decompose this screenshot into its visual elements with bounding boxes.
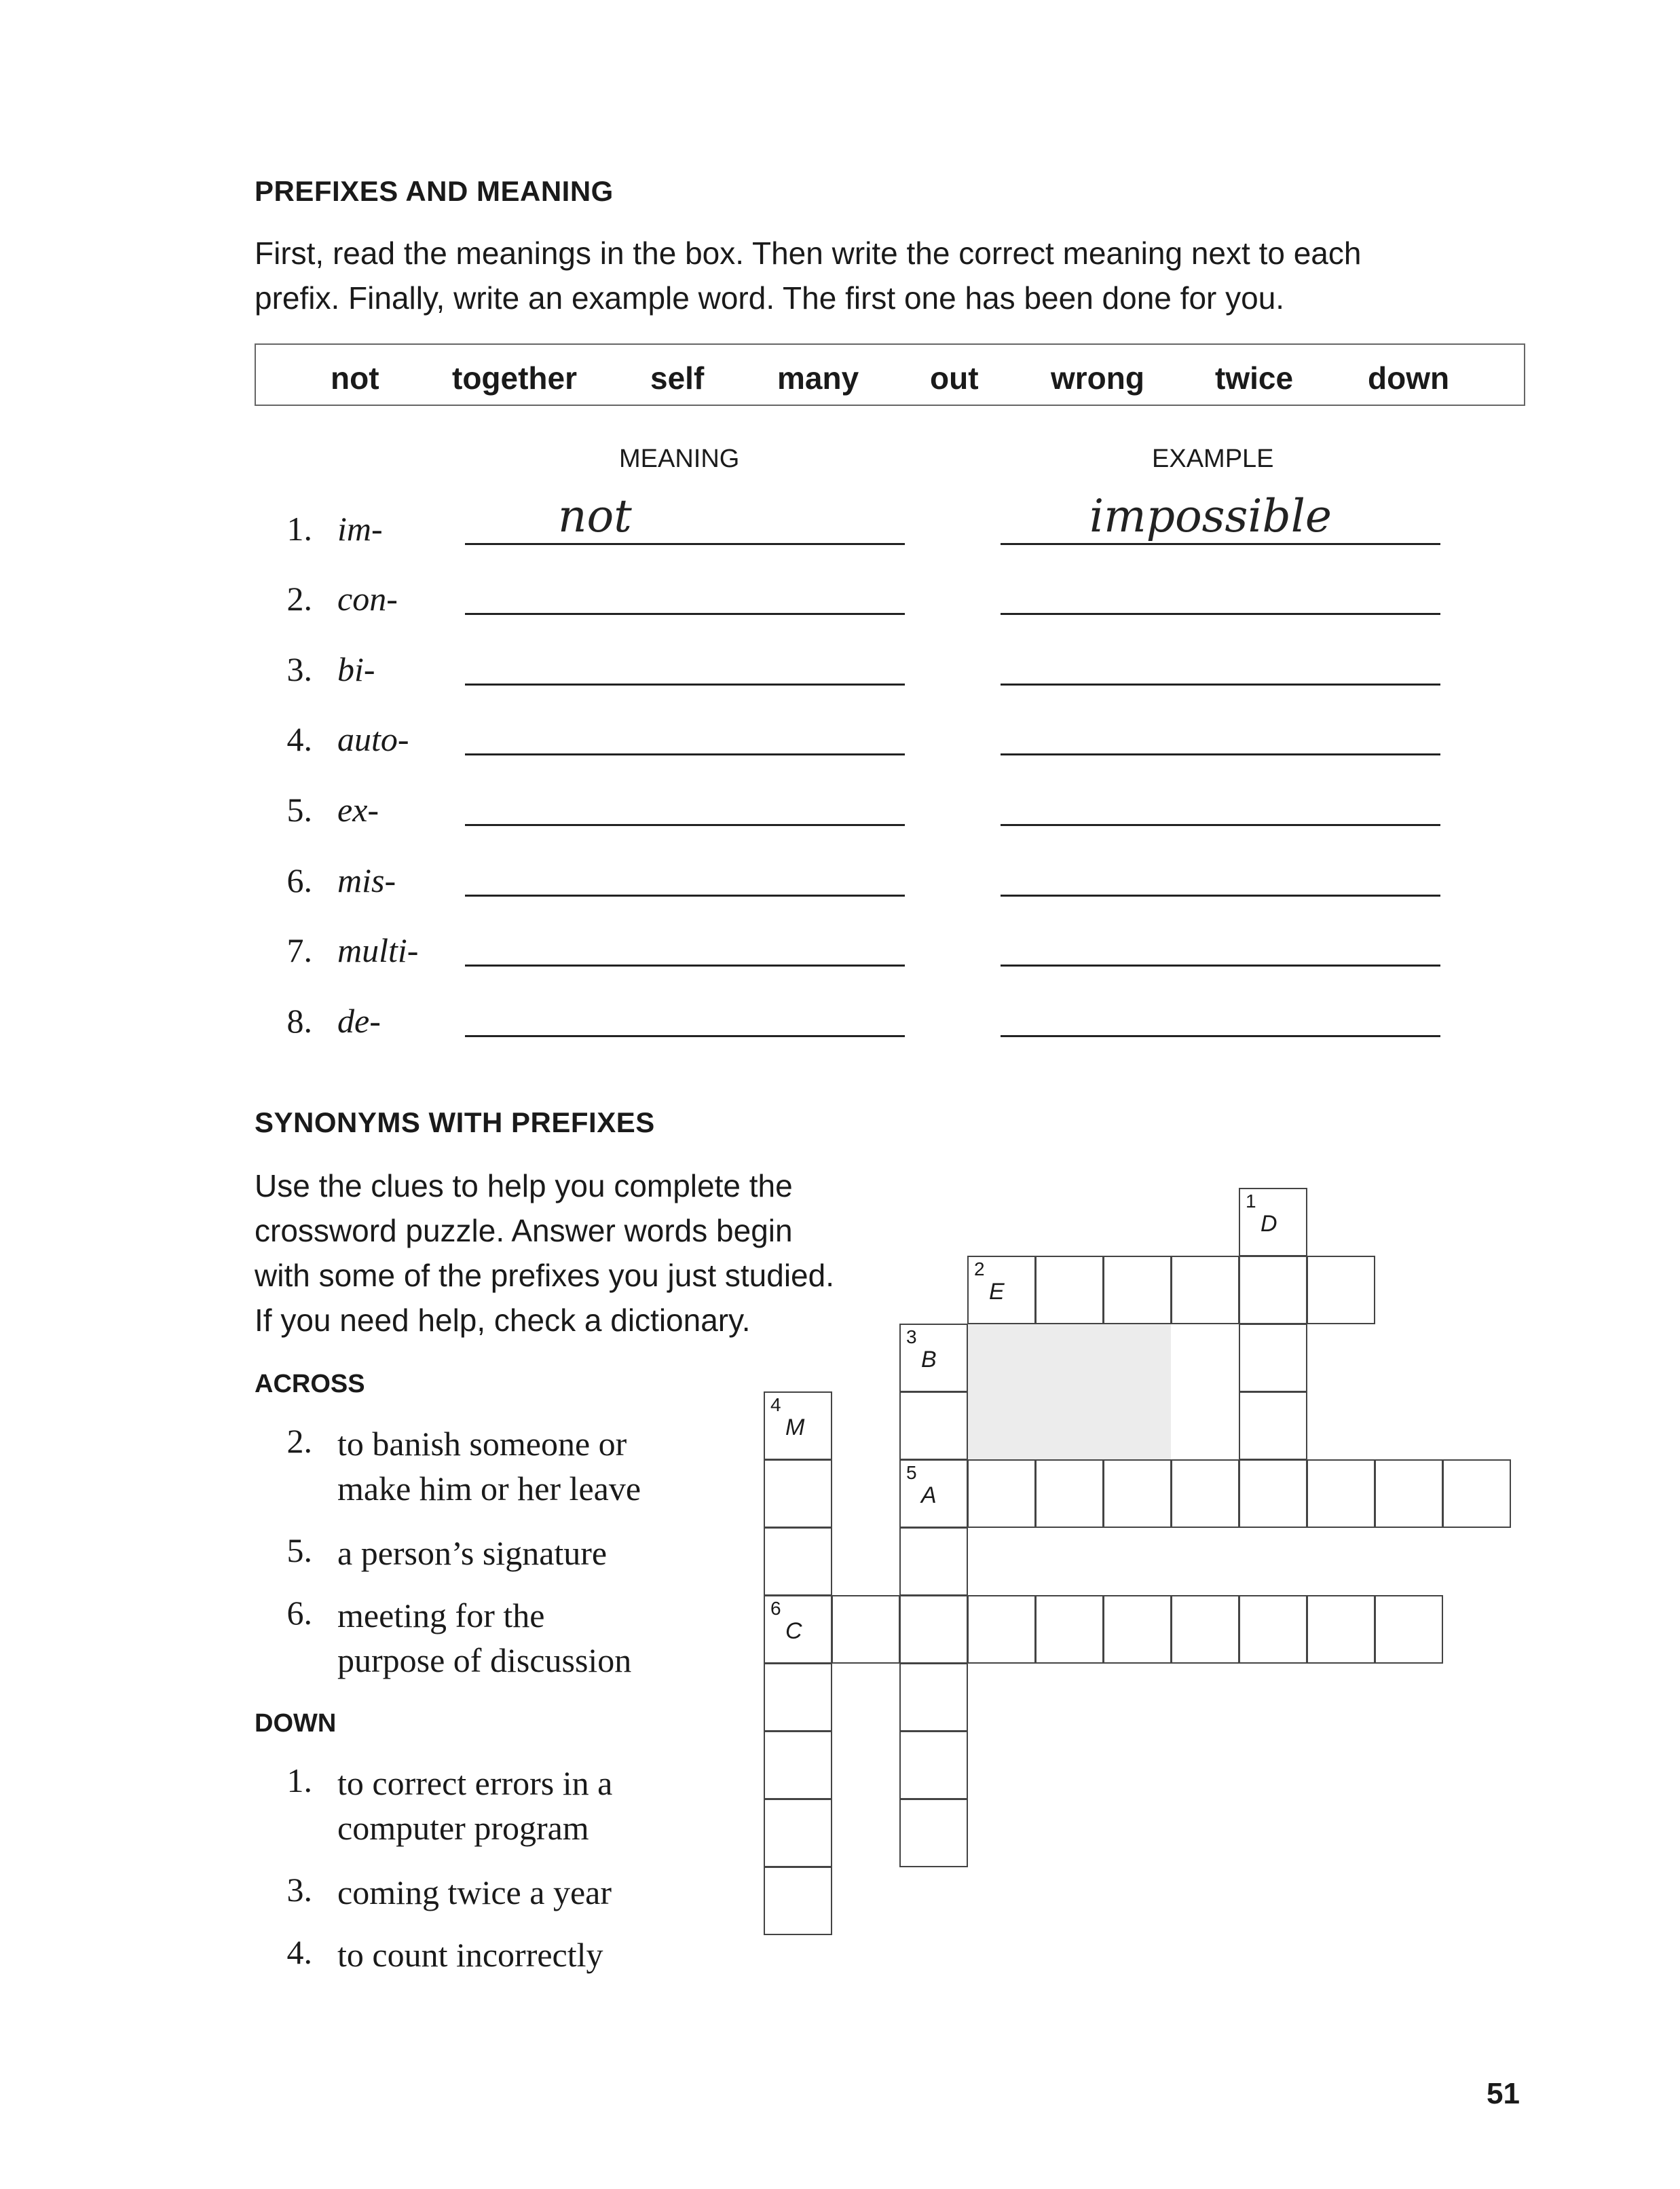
word-bank-item: out: [930, 360, 979, 396]
crossword-cell[interactable]: [1442, 1459, 1511, 1528]
crossword-cell[interactable]: [764, 1459, 832, 1528]
meaning-answer-line[interactable]: [465, 753, 905, 755]
down-heading: DOWN: [255, 1709, 337, 1738]
crossword-cell[interactable]: [1307, 1595, 1375, 1664]
crossword-clue-number: 4: [770, 1394, 781, 1415]
word-bank-item: twice: [1215, 360, 1294, 396]
crossword-start-cell[interactable]: [764, 1595, 832, 1664]
row-number: 3.: [286, 650, 312, 688]
crossword-start-cell[interactable]: [764, 1391, 832, 1460]
crossword-clue-number: 1: [1246, 1191, 1256, 1212]
across-heading: ACROSS: [255, 1370, 365, 1398]
meaning-answer-line[interactable]: [465, 824, 905, 826]
crossword-cell[interactable]: [1171, 1459, 1239, 1528]
row-prefix: mis-: [337, 861, 396, 899]
clue-text: a person’s signature: [337, 1534, 608, 1572]
instructions-line-2: prefix. Finally, write an example word. The first one has been done for you.: [255, 280, 1285, 316]
crossword-instructions-line: Use the clues to help you complete the: [255, 1168, 793, 1203]
meaning-answer-line[interactable]: [465, 543, 905, 545]
row-number: 5.: [286, 791, 312, 829]
page-number: 51: [1487, 2077, 1520, 2110]
meaning-answer-line[interactable]: [465, 1035, 905, 1037]
crossword-given-letter: A: [921, 1482, 937, 1508]
row-prefix: ex-: [337, 791, 379, 829]
meaning-answer-line[interactable]: [465, 684, 905, 686]
row-number: 4.: [286, 720, 312, 758]
crossword-cell[interactable]: [764, 1799, 832, 1867]
word-bank-item: down: [1368, 360, 1450, 396]
crossword-clue-number: 6: [770, 1598, 781, 1619]
word-bank-item: many: [777, 360, 859, 396]
crossword-clue-number: 2: [974, 1258, 985, 1279]
section-title-synonyms: SYNONYMS WITH PREFIXES: [255, 1106, 655, 1138]
row-number: 6.: [286, 861, 312, 899]
crossword-cell[interactable]: [1375, 1459, 1443, 1528]
word-bank-item: not: [331, 360, 379, 396]
clue-text: meeting for the: [337, 1596, 545, 1634]
crossword-cell[interactable]: [967, 1595, 1036, 1664]
word-bank-item: wrong: [1051, 360, 1144, 396]
row-prefix: multi-: [337, 931, 419, 969]
example-answer-line[interactable]: [1001, 613, 1440, 615]
clue-text: to count incorrectly: [337, 1936, 603, 1974]
crossword-given-letter: M: [785, 1415, 805, 1440]
instructions-line-1: First, read the meanings in the box. Then write the correct meaning next to each: [255, 236, 1362, 271]
clue-text: to correct errors in a: [337, 1764, 613, 1802]
clue-number: 1.: [286, 1761, 312, 1799]
crossword-cell[interactable]: [1035, 1595, 1104, 1664]
crossword-cell[interactable]: [1171, 1595, 1239, 1664]
crossword-instructions-line: with some of the prefixes you just studied.: [255, 1258, 834, 1293]
example-column-header: EXAMPLE: [1152, 445, 1274, 473]
crossword-cell[interactable]: [1171, 1256, 1239, 1324]
crossword-cell[interactable]: [899, 1731, 968, 1799]
row-prefix: con-: [337, 580, 398, 618]
clue-number: 6.: [286, 1594, 312, 1632]
crossword-cell[interactable]: [899, 1527, 968, 1596]
example-answer-line[interactable]: [1001, 965, 1440, 967]
example-answer-line[interactable]: [1001, 753, 1440, 755]
clue-number: 4.: [286, 1933, 312, 1971]
row-prefix: bi-: [337, 650, 375, 688]
crossword-cell[interactable]: [1035, 1256, 1104, 1324]
crossword-start-cell[interactable]: [899, 1324, 968, 1392]
crossword-cell[interactable]: [764, 1663, 832, 1732]
clue-text: coming twice a year: [337, 1873, 612, 1911]
row-number: 8.: [286, 1002, 312, 1040]
crossword-cell[interactable]: [1103, 1595, 1172, 1664]
crossword-cell[interactable]: [967, 1459, 1036, 1528]
crossword-cell[interactable]: [1103, 1256, 1172, 1324]
word-bank-box: [255, 343, 1525, 406]
row-prefix: im-: [337, 510, 383, 548]
crossword-instructions-line: If you need help, check a dictionary.: [255, 1303, 751, 1338]
crossword-cell[interactable]: [1375, 1595, 1443, 1664]
meaning-answer-line[interactable]: [465, 965, 905, 967]
crossword-cell[interactable]: [1103, 1459, 1172, 1528]
crossword-cell[interactable]: [1239, 1459, 1307, 1528]
crossword-cell[interactable]: [899, 1799, 968, 1867]
crossword-cell[interactable]: [1239, 1324, 1307, 1392]
crossword-start-cell[interactable]: [899, 1459, 968, 1528]
word-bank-item: together: [452, 360, 577, 396]
row-number: 1.: [286, 510, 312, 548]
crossword-cell[interactable]: [1307, 1459, 1375, 1528]
crossword-given-letter: E: [989, 1279, 1005, 1305]
crossword-cell[interactable]: [764, 1731, 832, 1799]
crossword-cell[interactable]: [1239, 1256, 1307, 1324]
example-answer-handwritten: impossible: [1089, 490, 1332, 542]
row-prefix: de-: [337, 1002, 381, 1040]
clue-number: 5.: [286, 1531, 312, 1569]
crossword-cell[interactable]: [1239, 1595, 1307, 1664]
word-bank-item: self: [650, 360, 705, 396]
row-prefix: auto-: [337, 720, 409, 758]
crossword-cell[interactable]: [1307, 1256, 1375, 1324]
meaning-column-header: MEANING: [619, 445, 740, 473]
crossword-instructions-line: crossword puzzle. Answer words begin: [255, 1213, 793, 1248]
example-answer-line[interactable]: [1001, 684, 1440, 686]
crossword-shaded-area: [967, 1324, 1171, 1459]
crossword-given-letter: D: [1261, 1211, 1277, 1237]
crossword-given-letter: C: [785, 1618, 802, 1644]
crossword-clue-number: 3: [906, 1326, 917, 1347]
crossword-cell[interactable]: [764, 1527, 832, 1596]
meaning-answer-line[interactable]: [465, 613, 905, 615]
clue-number: 2.: [286, 1422, 312, 1460]
meaning-answer-handwritten: not: [558, 490, 632, 542]
crossword-cell[interactable]: [1035, 1459, 1104, 1528]
section-title-prefixes: PREFIXES AND MEANING: [255, 175, 614, 207]
clue-number: 3.: [286, 1871, 312, 1909]
crossword-start-cell[interactable]: [967, 1256, 1036, 1324]
row-number: 2.: [286, 580, 312, 618]
clue-text: make him or her leave: [337, 1470, 641, 1508]
crossword-start-cell[interactable]: [1239, 1188, 1307, 1256]
clue-text: purpose of discussion: [337, 1641, 632, 1679]
row-number: 7.: [286, 931, 312, 969]
crossword-clue-number: 5: [906, 1462, 917, 1483]
clue-text: computer program: [337, 1809, 589, 1847]
example-answer-line[interactable]: [1001, 543, 1440, 545]
crossword-cell[interactable]: [899, 1595, 968, 1664]
example-answer-line[interactable]: [1001, 895, 1440, 897]
clue-text: to banish someone or: [337, 1425, 627, 1463]
crossword-cell[interactable]: [899, 1663, 968, 1732]
crossword-given-letter: B: [921, 1347, 937, 1372]
example-answer-line[interactable]: [1001, 1035, 1440, 1037]
crossword-cell[interactable]: [832, 1595, 900, 1664]
crossword-cell[interactable]: [899, 1391, 968, 1460]
crossword-cell[interactable]: [764, 1867, 832, 1935]
meaning-answer-line[interactable]: [465, 895, 905, 897]
crossword-cell[interactable]: [1239, 1391, 1307, 1460]
example-answer-line[interactable]: [1001, 824, 1440, 826]
